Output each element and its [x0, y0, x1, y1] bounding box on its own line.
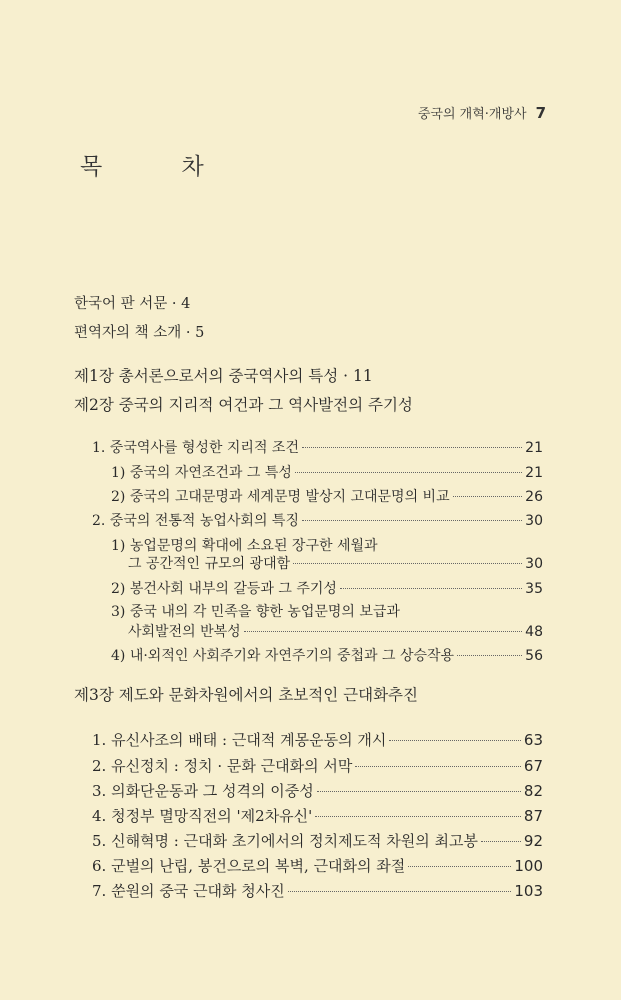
toc-entry-page: 100 [514, 857, 543, 875]
toc-entry-page: 92 [523, 832, 543, 850]
leader-dots [408, 866, 511, 867]
toc-entry-text: 3) 중국 내의 각 민족을 향한 농업문명의 보급과 [111, 604, 400, 620]
leader-dots [317, 791, 521, 792]
toc-entry-page: 26 [525, 489, 543, 505]
toc-entry[interactable] [92, 880, 543, 901]
toc-entry-page: 30 [525, 556, 543, 572]
toc-entry-text: 1. 유신사조의 배태 : 근대적 계몽운동의 개시 [92, 731, 387, 749]
toc-entry[interactable] [111, 462, 543, 482]
toc-entry-text: 6. 군벌의 난립, 봉건으로의 복벽, 근대화의 좌절 [92, 857, 406, 875]
toc-entry[interactable] [111, 578, 543, 598]
toc-entry[interactable] [92, 437, 543, 457]
toc-entry[interactable] [92, 780, 543, 801]
toc-entry-page: 82 [523, 782, 543, 800]
toc-entry-page: 63 [523, 731, 543, 749]
chapter-1-heading[interactable]: 제1장 총서론으로서의 중국역사의 특성 · 11 [74, 367, 373, 385]
toc-entry[interactable] [128, 553, 543, 573]
toc-entry-text: 그 공간적인 규모의 광대함 [128, 556, 291, 572]
toc-entry-text: 1. 중국역사를 형성한 지리적 조건 [92, 440, 299, 456]
toc-entry-text: 7. 쑨원의 중국 근대화 청사진 [92, 882, 285, 900]
toc-entry[interactable] [92, 855, 543, 876]
chapter-2-heading[interactable]: 제2장 중국의 지리적 여건과 그 역사발전의 주기성 [74, 396, 413, 414]
leader-dots [481, 841, 521, 842]
front-item-preface[interactable]: 한국어 판 서문 · 4 [74, 296, 191, 312]
toc-entry[interactable] [92, 755, 543, 776]
front-item-intro[interactable]: 편역자의 책 소개 · 5 [74, 325, 205, 341]
toc-entry-page: 87 [523, 807, 543, 825]
toc-entry[interactable] [128, 621, 543, 641]
toc-entry[interactable] [111, 645, 543, 665]
toc-entry-text: 2) 봉건사회 내부의 갈등과 그 주기성 [111, 581, 337, 597]
leader-dots [315, 816, 521, 817]
toc-entry-page: 30 [525, 513, 543, 529]
toc-entry-page: 21 [525, 440, 543, 456]
leader-dots [302, 447, 522, 448]
toc-entry-page: 67 [523, 757, 543, 775]
toc-entry-text: 1) 중국의 자연조건과 그 특성 [111, 465, 292, 481]
toc-entry-text: 사회발전의 반복성 [128, 624, 241, 640]
toc-entry-text: 3. 의화단운동과 그 성격의 이중성 [92, 782, 314, 800]
leader-dots [293, 563, 522, 564]
leader-dots [457, 655, 522, 656]
running-head [418, 103, 546, 122]
toc-entry-page: 35 [525, 581, 543, 597]
toc-entry-text: 2) 중국의 고대문명과 세계문명 발상지 고대문명의 비교 [111, 489, 450, 505]
toc-entry[interactable] [92, 510, 543, 530]
toc-entry[interactable] [111, 535, 543, 555]
toc-entry[interactable] [92, 830, 543, 851]
toc-entry-text: 2. 중국의 전통적 농업사회의 특징 [92, 513, 299, 529]
toc-entry-text: 2. 유신정치 : 정치 · 문화 근대화의 서막 [92, 757, 353, 775]
toc-entry-text: 5. 신해혁명 : 근대화 초기에서의 정치제도적 차원의 최고봉 [92, 832, 479, 850]
toc-entry-page: 21 [525, 465, 543, 481]
leader-dots [355, 766, 521, 767]
leader-dots [453, 496, 523, 497]
toc-entry[interactable] [92, 805, 543, 826]
toc-entry-text: 4. 청정부 멸망직전의 '제2차유신' [92, 807, 313, 825]
running-head-title: 중국의 개혁·개방사 [417, 107, 527, 122]
toc-entry-page: 48 [525, 624, 543, 640]
leader-dots [302, 520, 522, 521]
page-title: 목 차 [80, 154, 240, 180]
leader-dots [295, 472, 522, 473]
toc-entry-text: 1) 농업문명의 확대에 소요된 장구한 세월과 [111, 538, 378, 554]
toc-entry[interactable] [111, 486, 543, 506]
toc-entry-text: 4) 내·외적인 사회주기와 자연주기의 중첩과 그 상승작용 [111, 648, 455, 664]
toc-entry[interactable] [92, 729, 543, 750]
chapter-3-heading[interactable]: 제3장 제도와 문화차원에서의 초보적인 근대화추진 [74, 686, 419, 704]
page-number: 7 [535, 104, 546, 122]
toc-entry-page: 56 [525, 648, 543, 664]
toc-entry[interactable] [111, 601, 543, 621]
toc-entry-page: 103 [514, 882, 543, 900]
leader-dots [340, 588, 522, 589]
leader-dots [288, 891, 512, 892]
leader-dots [389, 740, 521, 741]
leader-dots [244, 631, 523, 632]
